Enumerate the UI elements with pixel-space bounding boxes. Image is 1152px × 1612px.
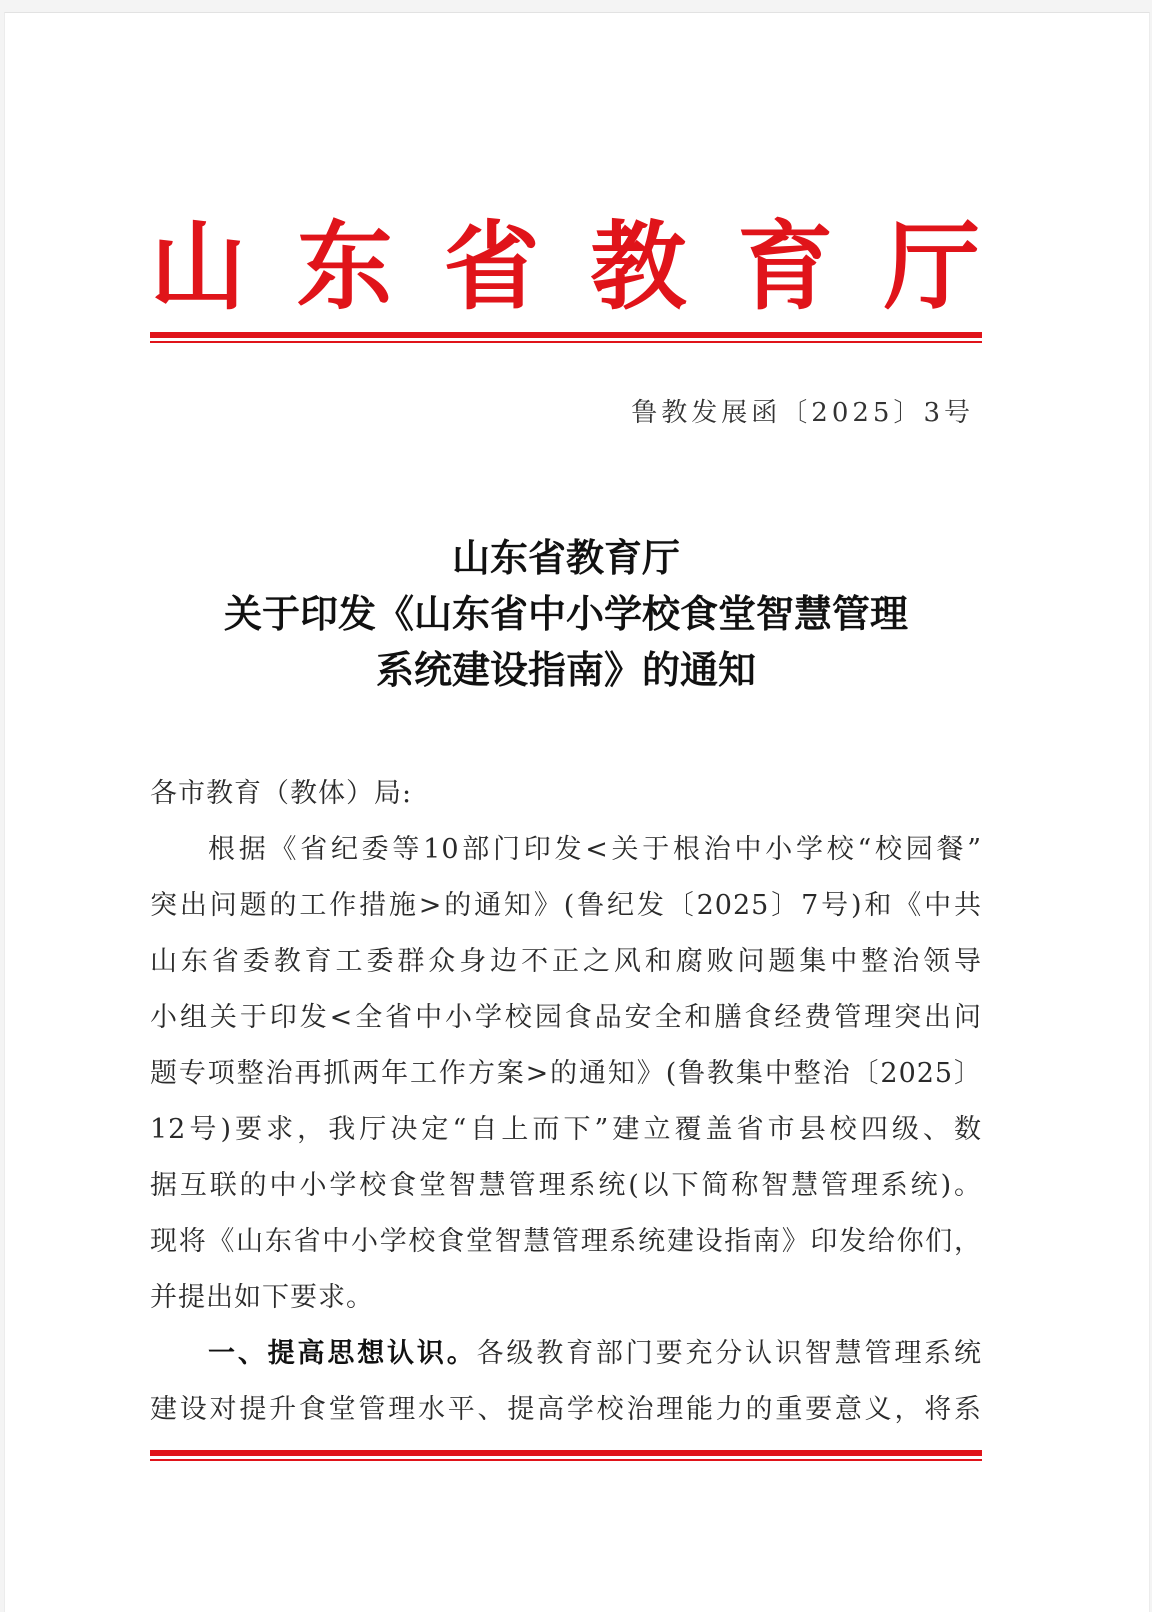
masthead-char: 东 <box>296 211 393 323</box>
section-text: 各级教育部门要充分认识智慧管理系统 <box>476 1338 983 1369</box>
title-line: 山东省教育厅 <box>451 536 680 580</box>
masthead-char: 育 <box>737 211 834 323</box>
body-line: 小组关于印发<全省中小学校园食品安全和膳食经费管理突出问 <box>150 1002 982 1033</box>
body-line: 题专项整治再抓两年工作方案>的通知》(鲁教集中整治〔2025〕 <box>150 1058 982 1089</box>
section-heading: 一、提高思想认识。 <box>208 1338 477 1369</box>
document-number: 鲁教发展函〔2025〕3号 <box>631 398 974 428</box>
body-line: 12号)要求，我厅决定“自上而下”建立覆盖省市县校四级、数 <box>150 1114 982 1145</box>
section-paragraph <box>150 1326 982 1382</box>
masthead-char: 山 <box>150 211 246 323</box>
salutation: 各市教育（教体）局: <box>150 778 413 809</box>
masthead-char: 厅 <box>883 211 980 323</box>
document-body <box>150 766 982 1438</box>
masthead-char: 省 <box>443 211 540 323</box>
title-line: 关于印发《山东省中小学校食堂智慧管理 <box>223 592 908 636</box>
title-line: 系统建设指南》的通知 <box>375 648 756 692</box>
red-divider-top <box>150 332 982 343</box>
masthead-char: 教 <box>590 211 687 323</box>
red-divider-bottom <box>150 1450 982 1461</box>
body-line: 现将《山东省中小学校食堂智慧管理系统建设指南》印发给你们， <box>150 1226 982 1257</box>
body-line: 山东省委教育工委群众身边不正之风和腐败问题集中整治领导 <box>150 946 982 977</box>
body-line: 根据《省纪委等10部门印发<关于根治中小学校“校园餐” <box>208 834 982 865</box>
document-title <box>150 530 982 698</box>
masthead-title <box>150 212 980 322</box>
body-line: 建设对提升食堂管理水平、提高学校治理能力的重要意义，将系 <box>150 1394 982 1425</box>
body-line: 并提出如下要求。 <box>150 1282 374 1313</box>
body-line: 据互联的中小学校食堂智慧管理系统(以下简称智慧管理系统)。 <box>150 1170 982 1201</box>
body-line: 突出问题的工作措施>的通知》(鲁纪发〔2025〕7号)和《中共 <box>150 890 982 921</box>
